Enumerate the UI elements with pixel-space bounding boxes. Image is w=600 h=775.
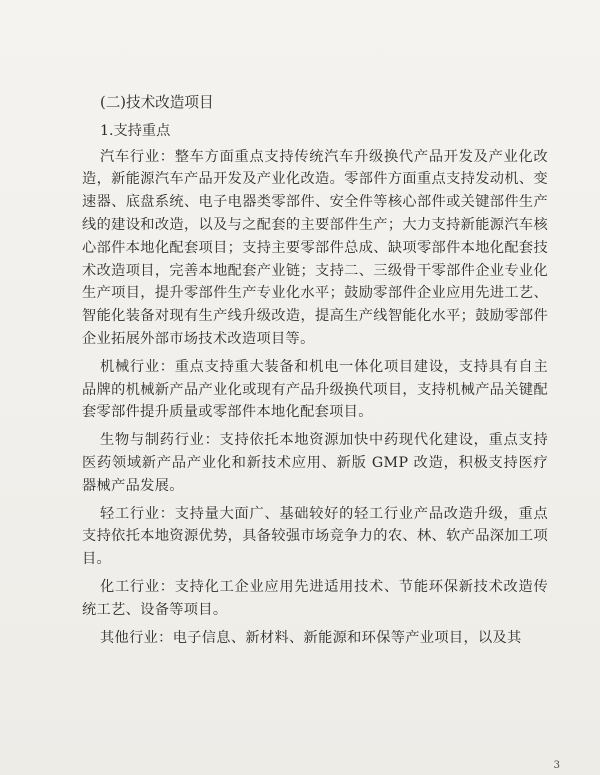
page-number: 3 xyxy=(553,760,560,771)
paragraph-bio-pharma: 生物与制药行业：支持依托本地资源加快中药现代化建设，重点支持医药领域新产品产业化和新技术应用、新版 GMP 改造，积极支持医疗器械产品发展。 xyxy=(82,432,548,494)
paragraph-machinery: 机械行业：重点支持重大装备和机电一体化项目建设，支持具有自主品牌的机械新产品产业化或现有产品升级换代项目，支持机械产品关键配套零部件提升质量或零部件本地化配套项目。 xyxy=(82,358,548,421)
document-body xyxy=(82,92,548,654)
section-heading: (二)技术改造项目 xyxy=(100,94,214,111)
paragraph-light-industry: 轻工行业：支持量大面广、基础较好的轻工行业产品改造升级，重点支持依托本地资源优势，具备较强市场竞争力的农、林、软产品深加工项目。 xyxy=(82,505,548,568)
paragraph-chemical: 化工行业：支持化工企业应用先进适用技术、节能环保新技术改造传统工艺、设备等项目。 xyxy=(82,578,548,618)
subsection-heading: 1.支持重点 xyxy=(100,122,171,139)
paragraph-other: 其他行业：电子信息、新材料、新能源和环保等产业项目，以及其 xyxy=(100,629,522,646)
paragraph-auto: 汽车行业：整车方面重点支持传统汽车升级换代产品开发及产业化改造，新能源汽车产品开发及产业化改造。零部件方面重点支持发动机、变速器、底盘系统、电子电器类零部件、安全件等核心部件或关键部件生产线的建设和改造，以及与之配套的主要部件生产；大力支持新能源汽车核心部件本地化配套项目；支持主要零部件总成、缺项零部件本地化配套技术改造项目，完善本地配套产业链；支持二、三级骨干零部件企业专业化生产项目，提升零部件生产专业化水平；鼓励零部件企业应用先进工艺、智能化装备对现有生产线升级改造，提高生产线智能化水平；鼓励零部件企业拓展外部市场技术改造项目等。 xyxy=(82,148,548,347)
